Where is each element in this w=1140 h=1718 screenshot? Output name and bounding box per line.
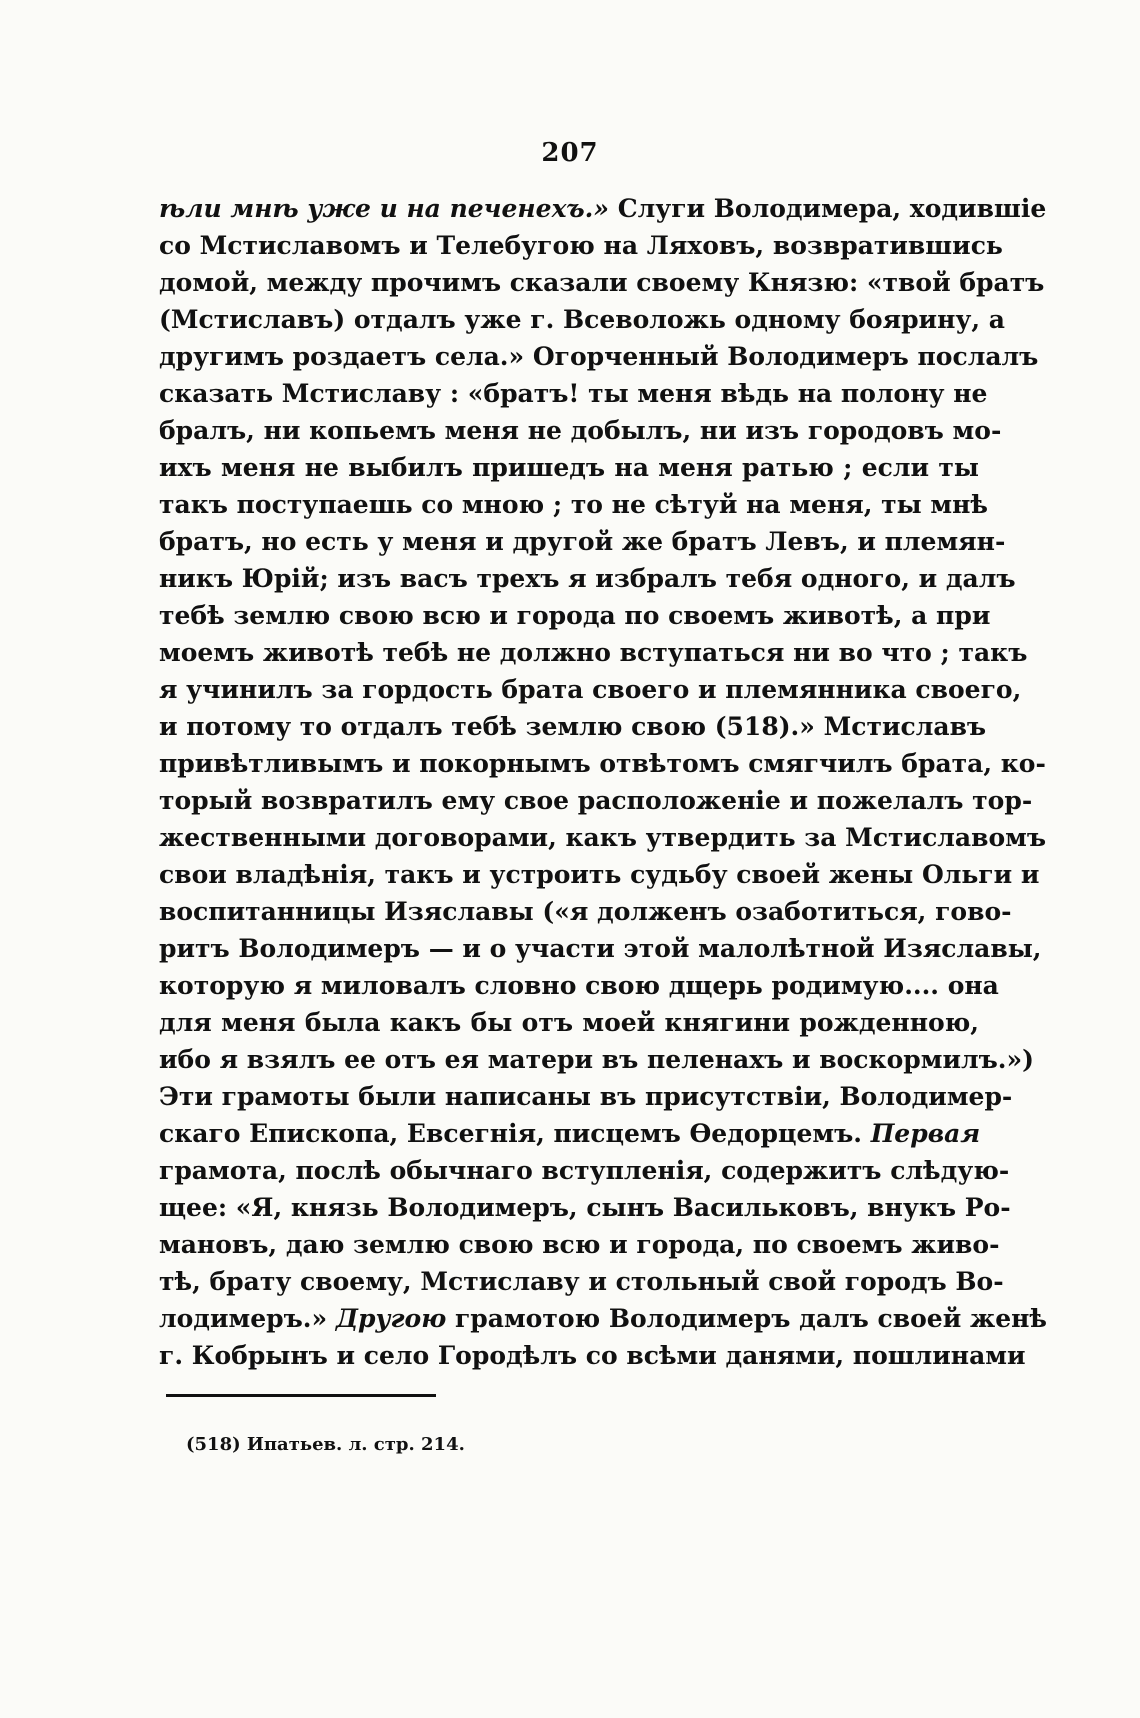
text-segment: Слуги Володимера, ходившіе	[608, 194, 1047, 223]
text-line	[159, 449, 979, 486]
text-line	[159, 1152, 1010, 1189]
text-line	[159, 1004, 979, 1041]
text-segment: сказать Мстиславу : «братъ! ты меня вѣдь на полону не	[159, 379, 988, 408]
text-segment: торый возвратилъ ему свое расположеніе и пожелалъ тор-	[159, 786, 1033, 815]
text-line	[159, 782, 1033, 819]
text-segment: братъ, но есть у меня и другой же братъ Левъ, и племян-	[159, 527, 1006, 556]
text-segment: никъ Юрій; изъ васъ трехъ я избралъ тебя одного, и далъ	[159, 564, 1016, 593]
text-line	[159, 1226, 1000, 1263]
text-line	[159, 1300, 1047, 1337]
text-segment: такъ поступаешь со мною ; то не сѣтуй на меня, ты мнѣ	[159, 490, 988, 519]
text-segment: (Мстиславъ) отдалъ уже г. Всеволожь одному боярину, а	[159, 305, 1006, 334]
text-line	[159, 1078, 1013, 1115]
text-segment: грамотою Володимеръ далъ своей женѣ	[446, 1304, 1047, 1333]
text-segment: привѣтливымъ и покорнымъ отвѣтомъ смягчилъ брата, ко-	[159, 749, 1046, 778]
text-line	[159, 264, 1045, 301]
text-line	[159, 856, 1040, 893]
text-segment: тебѣ землю свою всю и города по своемъ животѣ, а при	[159, 601, 991, 630]
text-segment: которую я миловалъ словно свою дщерь родимую.... она	[159, 971, 999, 1000]
text-line	[159, 634, 1028, 671]
text-segment: домой, между прочимъ сказали своему Князю: «твой братъ	[159, 268, 1045, 297]
text-line	[159, 671, 1022, 708]
text-segment: моемъ животѣ тебѣ не должно вступаться ни во что ; такъ	[159, 638, 1028, 667]
text-line	[159, 190, 1047, 227]
text-segment: жественными договорами, какъ утвердить за Мстиславомъ	[159, 823, 1047, 852]
text-line	[159, 930, 1042, 967]
text-line	[159, 893, 1012, 930]
text-line	[159, 1337, 1026, 1374]
text-line	[159, 1115, 979, 1152]
text-segment: и потому то отдалъ тебѣ землю свою (518).» Мстиславъ	[159, 712, 987, 741]
text-line	[159, 745, 1046, 782]
footnote-rule	[166, 1394, 436, 1397]
text-segment: ритъ Володимеръ — и о участи этой малолѣтной Изяславы,	[159, 934, 1042, 963]
text-segment: воспитанницы Изяславы («я долженъ озаботиться, гово-	[159, 897, 1012, 926]
text-segment: лодимеръ.»	[159, 1304, 336, 1333]
text-line	[159, 375, 988, 412]
text-line	[159, 486, 988, 523]
italic-text: Другою	[335, 1304, 447, 1333]
italic-text: Первая	[870, 1119, 981, 1148]
text-line	[159, 560, 1016, 597]
text-line	[159, 1189, 1011, 1226]
text-segment: г. Кобрынъ и село Городѣлъ со всѣми данями, пошлинами	[159, 1341, 1026, 1370]
text-segment: скаго Епископа, Евсегнія, писцемъ Ѳедорцемъ.	[159, 1119, 871, 1148]
footnote: (518) Ипатьев. л. стр. 214.	[186, 1434, 465, 1455]
text-segment: тѣ, брату своему, Мстиславу и стольный свой городъ Во-	[159, 1267, 1004, 1296]
text-segment: ихъ меня не выбилъ пришедъ на меня ратью ; если ты	[159, 453, 979, 482]
text-line	[159, 708, 987, 745]
text-line	[159, 967, 999, 1004]
text-line	[159, 1041, 1034, 1078]
page-number: 207	[541, 138, 599, 168]
text-segment: мановъ, даю землю свою всю и города, по своемъ живо-	[159, 1230, 1000, 1259]
text-segment: ибо я взялъ ее отъ ея матери въ пеленахъ и воскормилъ.»)	[159, 1045, 1034, 1074]
text-line	[159, 819, 1047, 856]
text-line	[159, 301, 1006, 338]
text-line	[159, 523, 1006, 560]
text-line	[159, 1263, 1004, 1300]
text-segment: я учинилъ за гордость брата своего и племянника своего,	[159, 675, 1022, 704]
text-line	[159, 597, 991, 634]
text-segment: бралъ, ни копьемъ меня не добылъ, ни изъ городовъ мо-	[159, 416, 1002, 445]
text-segment: щее: «Я, князь Володимеръ, сынъ Васильковъ, внукъ Ро-	[159, 1193, 1011, 1222]
text-segment: другимъ роздаетъ села.» Огорченный Володимеръ послалъ	[159, 342, 1039, 371]
text-segment: со Мстиславомъ и Телебугою на Ляховъ, возвратившись	[159, 231, 1003, 260]
text-segment: грамота, послѣ обычнаго вступленія, содержитъ слѣдую-	[159, 1156, 1010, 1185]
text-segment: свои владѣнія, такъ и устроить судьбу своей жены Ольги и	[159, 860, 1040, 889]
italic-text: ѣли мнѣ уже и на печенехъ.»	[159, 194, 609, 223]
text-line	[159, 227, 1003, 264]
text-line	[159, 338, 1039, 375]
text-segment: для меня была какъ бы отъ моей княгини рожденною,	[159, 1008, 979, 1037]
text-segment: Эти грамоты были написаны въ присутствіи, Володимер-	[159, 1082, 1013, 1111]
text-line	[159, 412, 1002, 449]
main-text	[159, 190, 1047, 1374]
